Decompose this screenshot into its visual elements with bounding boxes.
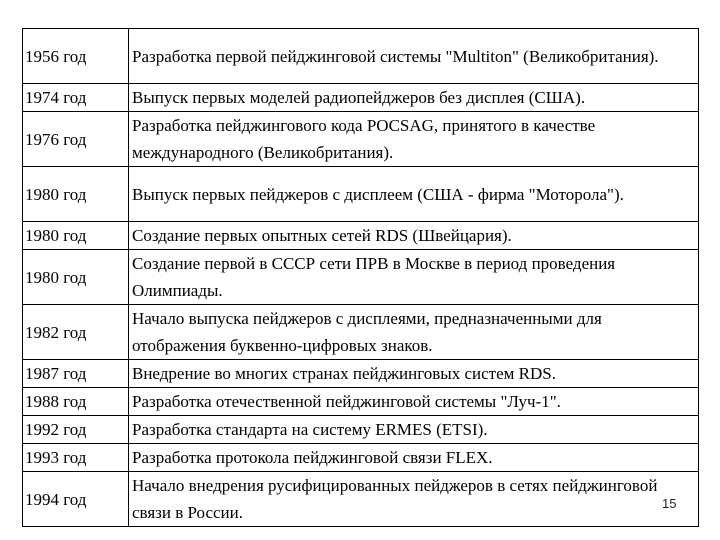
event-cell: Разработка отечественной пейджинговой системы "Луч-1".: [129, 388, 699, 416]
event-cell: Разработка стандарта на систему ERMES (ETSI).: [129, 416, 699, 444]
year-cell: 1980 год: [23, 222, 129, 250]
table-row: [23, 112, 699, 167]
year-cell: 1980 год: [23, 167, 129, 222]
table-row: [23, 222, 699, 250]
table-row: [23, 29, 699, 84]
year-cell: 1992 год: [23, 416, 129, 444]
year-cell: 1982 год: [23, 305, 129, 360]
event-cell: Разработка пейджингового кода POCSAG, принятого в качестве международного (Великобритания).: [129, 112, 699, 167]
page-number: 15: [662, 496, 677, 511]
table-row: [23, 305, 699, 360]
table-row: [23, 472, 699, 527]
year-cell: 1956 год: [23, 29, 129, 84]
table-row: [23, 84, 699, 112]
event-cell: Начало внедрения русифицированных пейджеров в сетях пейджинговой связи в России.: [129, 472, 699, 527]
table-row: [23, 416, 699, 444]
year-cell: 1994 год: [23, 472, 129, 527]
table-row: [23, 360, 699, 388]
year-cell: 1976 год: [23, 112, 129, 167]
event-cell: Создание первой в СССР сети ПРВ в Москве в период проведения Олимпиады.: [129, 250, 699, 305]
event-cell: Выпуск первых пейджеров с дисплеем (США - фирма "Моторола").: [129, 167, 699, 222]
table-row: [23, 444, 699, 472]
event-cell: Начало выпуска пейджеров с дисплеями, предназначенными для отображения буквенно-цифровых знаков.: [129, 305, 699, 360]
year-cell: 1987 год: [23, 360, 129, 388]
event-cell: Выпуск первых моделей радиопейджеров без дисплея (США).: [129, 84, 699, 112]
table-row: [23, 388, 699, 416]
history-table: [22, 28, 699, 527]
event-cell: Разработка первой пейджинговой системы "Multiton" (Великобритания).: [129, 29, 699, 84]
table-row: [23, 250, 699, 305]
event-cell: Внедрение во многих странах пейджинговых систем RDS.: [129, 360, 699, 388]
event-cell: Создание первых опытных сетей RDS (Швейцария).: [129, 222, 699, 250]
event-cell: Разработка протокола пейджинговой связи FLEX.: [129, 444, 699, 472]
year-cell: 1980 год: [23, 250, 129, 305]
year-cell: 1993 год: [23, 444, 129, 472]
year-cell: 1974 год: [23, 84, 129, 112]
table-row: [23, 167, 699, 222]
year-cell: 1988 год: [23, 388, 129, 416]
